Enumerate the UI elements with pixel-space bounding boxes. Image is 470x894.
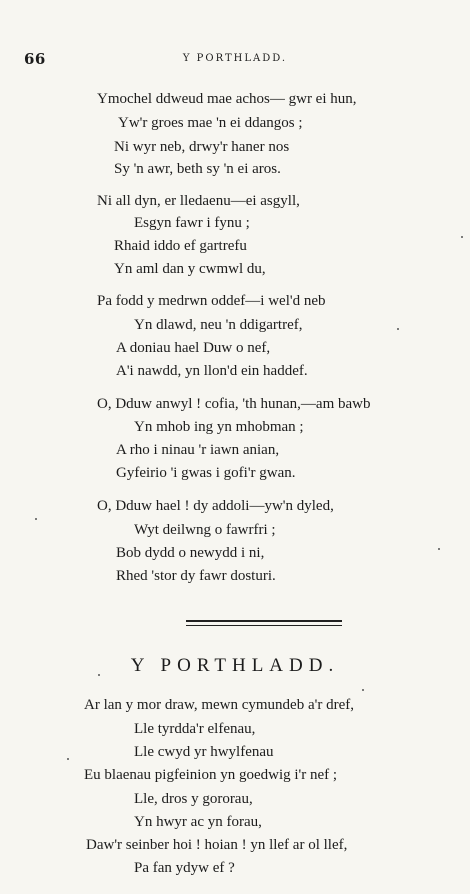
poem-line: Rhed 'stor dy fawr dosturi. [116,568,276,584]
poem-line: A doniau hael Duw o nef, [116,340,271,356]
ink-speck [362,689,364,691]
ink-speck [35,518,37,520]
poem-line: Ymochel ddweud mae achos— gwr ei hun, [97,91,357,107]
poem-line: Ni all dyn, er lledaenu—ei asgyll, [97,193,300,209]
ink-speck [461,236,463,238]
poem-line: Yn aml dan y cwmwl du, [114,261,266,277]
ink-speck [397,328,399,330]
poem-line: Yw'r groes mae 'n ei ddangos ; [118,115,303,131]
poem-line: A rho i ninau 'r iawn anian, [116,442,280,458]
poem-line: Yn hwyr ac yn forau, [134,814,262,830]
poem-line: Wyt deilwng o fawrfri ; [134,522,276,538]
page-number: 66 [24,50,46,68]
running-head: Y PORTHLADD. [182,53,288,64]
poem-line: O, Dduw hael ! dy addoli—yw'n dyled, [97,498,334,514]
poem-line: Yn mhob ing yn mhobman ; [134,419,304,435]
poem-line: Daw'r seinber hoi ! hoian ! yn llef ar ol llef, [86,837,348,853]
poem-line: Pa fodd y medrwn oddef—i wel'd neb [97,293,326,309]
section-divider [186,620,342,622]
poem-line: Lle, dros y gororau, [134,791,253,807]
poem-line: O, Dduw anwyl ! cofia, 'th hunan,—am bawb [97,396,371,412]
ink-speck [67,758,69,760]
poem-line: Eu blaenau pigfeinion yn goedwig i'r nef ; [84,767,338,783]
poem-line: Gyfeirio 'i gwas i gofi'r gwan. [116,465,296,481]
poem-line: Lle tyrdda'r elfenau, [134,721,256,737]
poem-line: A'i nawdd, yn llon'd ein haddef. [116,363,308,379]
poem-line: Pa fan ydyw ef ? [134,860,235,876]
poem-line: Esgyn fawr i fynu ; [134,215,250,231]
poem-line: Ni wyr neb, drwy'r haner nos [114,139,290,155]
poem-line: Rhaid iddo ef gartrefu [114,238,247,254]
poem-line: Yn dlawd, neu 'n ddigartref, [134,317,303,333]
poem-line: Sy 'n awr, beth sy 'n ei aros. [114,161,281,177]
ink-speck [98,674,100,676]
section-title: Y PORTHLADD. [130,655,340,676]
poem-line: Bob dydd o newydd i ni, [116,545,265,561]
poem-line: Lle cwyd yr hwylfenau [134,744,274,760]
ink-speck [438,548,440,550]
section-divider [186,625,342,626]
poem-line: Ar lan y mor draw, mewn cymundeb a'r dref, [84,697,354,713]
